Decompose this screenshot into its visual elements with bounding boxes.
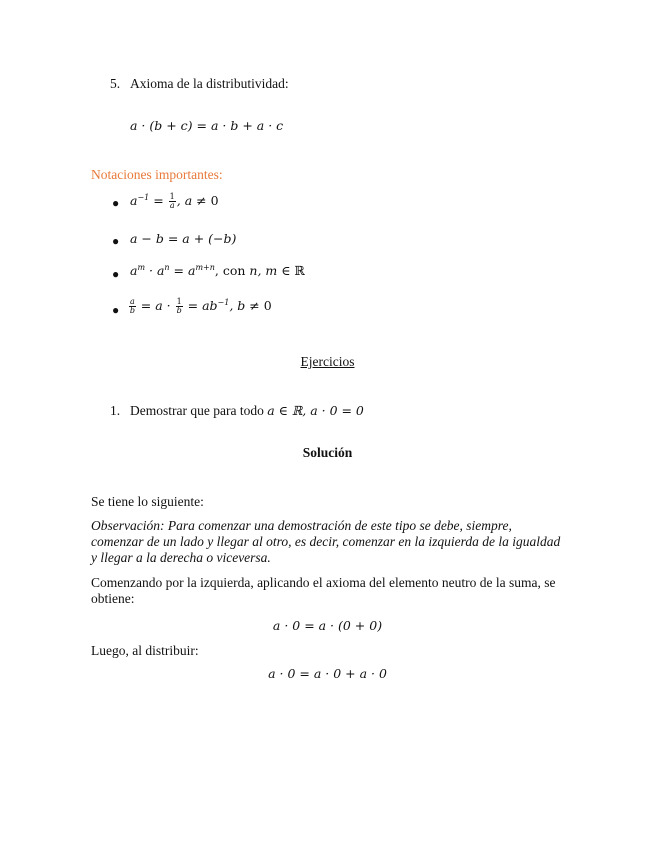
observation-paragraph: Observación: Para comenzar una demostración de este tipo se debe, siempre, comenzar de un lado y llegar al otro, es decir, comenzar en la izquierda de la igualdad y llegar a la derecha o viceversa. (91, 518, 561, 565)
bullet-icon: ● (112, 234, 120, 248)
exercise-1-number: 1. (110, 403, 121, 418)
solution-intro: Se tiene lo siguiente: (91, 494, 204, 509)
notations-heading: Notaciones importantes: (91, 167, 223, 182)
equation-2: a · 0 = a · 0 + a · 0 (268, 666, 387, 681)
notation-inverse: $a^{-1}$ = $\frac{1}{a}$ , a ≠ 0 (130, 192, 219, 211)
solution-heading: Solución (302, 445, 353, 460)
bullet-icon: ● (112, 303, 120, 317)
exercises-heading: Ejercicios (300, 354, 355, 369)
item-5-title: Axioma de la distributividad: (130, 76, 289, 91)
distributivity-formula: a · (b + c) = a · b + a · c (130, 118, 284, 133)
notation-powers: $a^m \cdot a^n = a^{m+n}$, con n, m ∈ ℝ (130, 263, 305, 279)
bullet-icon: ● (112, 267, 120, 281)
item-5-number: 5. (110, 76, 121, 91)
equation-1: a · 0 = a · (0 + 0) (272, 618, 383, 633)
bullet-icon: ● (112, 196, 120, 210)
notation-subtraction: a − b = a + (−b) (130, 231, 237, 246)
exercise-1-text: Demostrar que para todo a ∈ ℝ, a · 0 = 0 (130, 403, 364, 418)
step-2-paragraph: Luego, al distribuir: (91, 643, 199, 658)
notation-division: $\frac{a}{b}$ = a · $\frac{1}{b}$ = $ab^{-1}$, b ≠ 0 (129, 297, 272, 316)
step-1-paragraph: Comenzando por la izquierda, aplicando el axioma del elemento neutro de la suma, se obtiene: (91, 575, 556, 606)
